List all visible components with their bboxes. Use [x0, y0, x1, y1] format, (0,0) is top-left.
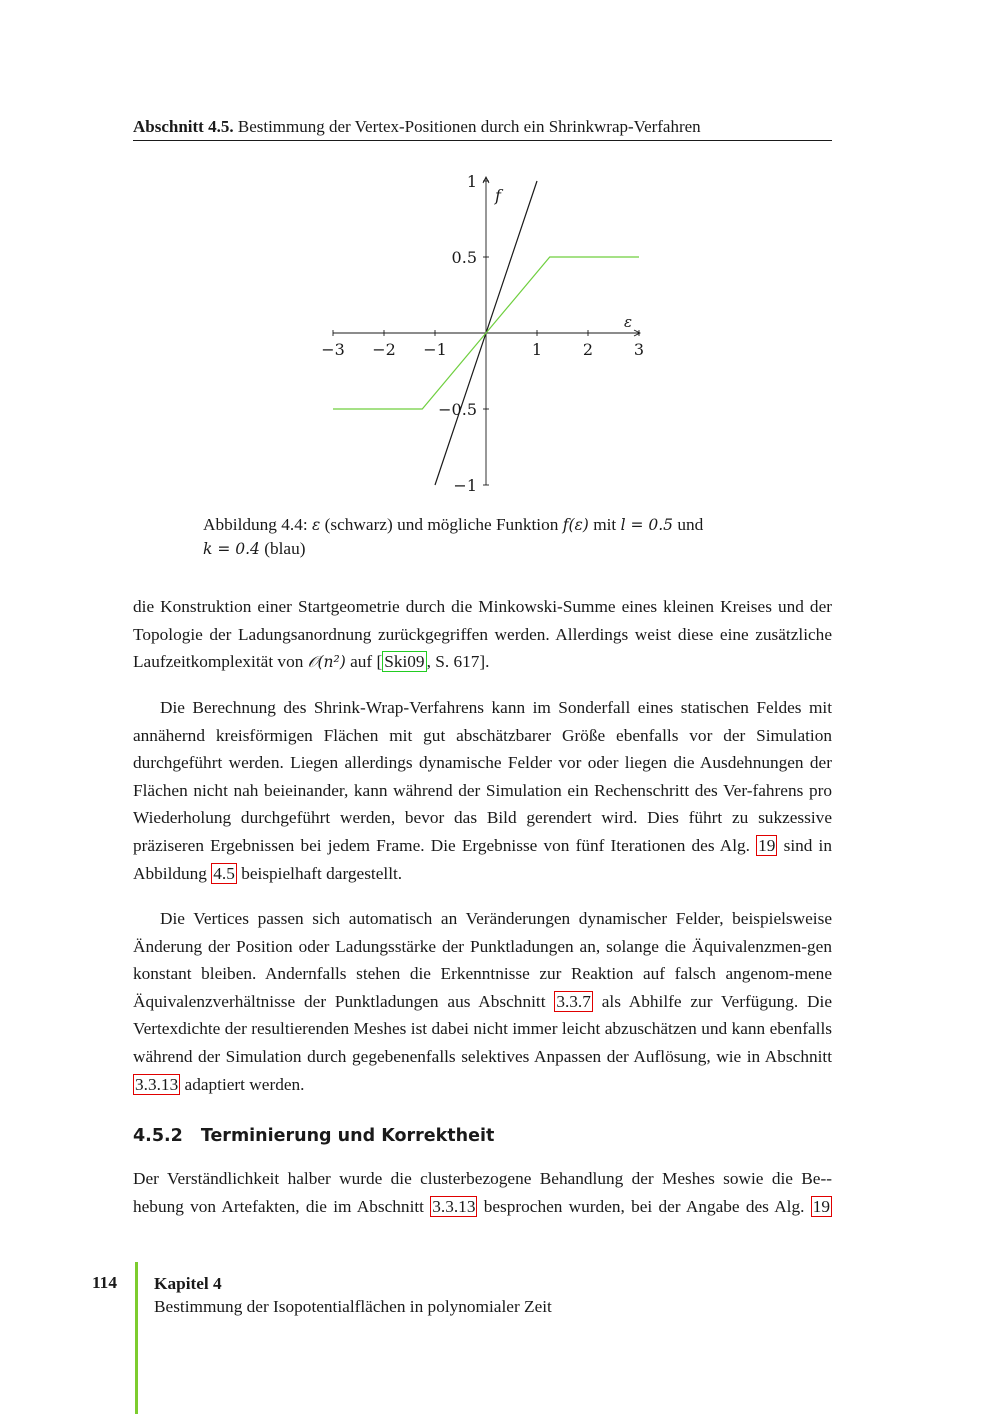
paragraph-4-text-b: besprochen wurden, bei der Angabe des Alg.: [483, 1196, 805, 1216]
paragraph-2-text-b: sind in Abbildung: [133, 835, 832, 883]
footer-accent-bar: [135, 1262, 138, 1414]
paragraph-4: [133, 1165, 832, 1220]
running-header: [133, 116, 832, 141]
header-section-label: Abschnitt 4.5.: [133, 117, 234, 136]
x-tick-label: −3: [321, 340, 345, 359]
algorithm-ref-link[interactable]: 19: [812, 1196, 830, 1216]
paragraph-1: [133, 593, 832, 677]
paragraph-1-text-a: die Konstruktion einer Startgeometrie durch die Minkowski-Summe eines kleinen Kreises und der Topologie der Ladungsanordnung zurückgegriffen werden. Allerdings weist diese eine zusätzliche Laufzeitkomplexität von: [133, 597, 832, 672]
section-ref-link[interactable]: 3.3.13: [432, 1196, 476, 1216]
paragraph-3: [133, 905, 832, 1098]
x-tick-label: 2: [582, 340, 594, 359]
figure-caption: [203, 513, 803, 561]
subsection-title: Terminierung und Korrektheit: [200, 1126, 495, 1146]
caption-text-3: und: [677, 515, 704, 534]
caption-prefix: Abbildung 4.4:: [203, 515, 308, 534]
paragraph-3-text-b: als Abhilfe zur Verfügung. Die Vertexdichte der resultierenden Meshes ist dabei nicht immer leicht abzuschätzen und kann ebenfalls während der Simulation durch gegebenenfalls selektives Anpassen der Auflösung, wie in Abschnitt: [133, 991, 832, 1066]
caption-math-eps: ε: [311, 516, 321, 534]
section-ref-link[interactable]: 3.3.7: [556, 991, 591, 1011]
paragraph-3-text-c: adaptiert werden.: [184, 1074, 305, 1094]
footer-chapter-label: Kapitel 4: [154, 1274, 222, 1293]
paragraph-1-text-c: , S. 617].: [426, 652, 490, 672]
figure-ref-link[interactable]: 4.5: [213, 863, 235, 883]
subsection-heading: [133, 1126, 494, 1146]
y-tick-label: 0.5: [451, 248, 477, 267]
caption-math-l: l = 0.5: [620, 516, 674, 534]
y-tick-label: 1: [466, 172, 477, 191]
y-tick-label: −0.5: [438, 400, 477, 419]
caption-text-4: (blau): [264, 539, 306, 558]
x-tick-label: 1: [531, 340, 543, 359]
paragraph-2: [133, 694, 832, 887]
x-tick-label: −2: [372, 340, 396, 359]
algorithm-ref-link[interactable]: 19: [758, 835, 776, 855]
x-axis-label: ε: [623, 313, 633, 331]
paragraph-1-math: 𝒪(n²): [307, 653, 346, 672]
y-tick-label: −1: [453, 476, 477, 495]
function-plot: [300, 165, 680, 505]
section-ref-link[interactable]: 3.3.13: [135, 1074, 179, 1094]
x-tick-label: 3: [633, 340, 645, 359]
caption-math-feps: f(ε): [562, 516, 589, 534]
paragraph-3-text-a: Die Vertices passen sich automatisch an Veränderungen dynamischer Felder, beispielsweise Änderung der Position oder Ladungsstärke der Punktladungen an, solange die Äquivalenzmen-gen konstant bleiben. Andernfalls stehen die Erkenntnisse zur Reaktion auf falsch angenom-mene Äquivalenzverhältnisse der Punktladungen aus Abschnitt: [133, 909, 832, 1011]
subsection-number: 4.5.2: [133, 1126, 183, 1146]
paragraph-2-text-a: Die Berechnung des Shrink-Wrap-Verfahrens kann im Sonderfall eines statischen Feldes mit annähernd kreisförmigen Flächen mit gut abschätzbarer Größe ebenfalls vor der Simulation durchgeführt werden. Liegen allerdings dynamische Felder vor oder liegen die Ausdehnungen der Flächen nicht nah beieinander, kann während der Simulation ein Rechenschritt des Ver-fahrens pro Wiederholung durchgeführt werden, bevor das Bild gerendert wird. Dies führt zu sukzessive präziseren Ergebnissen bei jedem Frame. Die Ergebnisse von fünf Iterationen des Alg.: [133, 698, 832, 855]
header-section-title: Bestimmung der Vertex-Positionen durch ein Shrinkwrap-Verfahren: [237, 117, 701, 136]
x-tick-label: −1: [423, 340, 447, 359]
paragraph-4-text-a: Der Verständlichkeit halber wurde die clusterbezogene Behandlung der Meshes sowie die Be-hebung von Artefakten, die im Abschnitt: [133, 1169, 832, 1216]
page-number: 114: [92, 1273, 117, 1292]
citation-link[interactable]: Ski09: [384, 652, 425, 672]
caption-text-1: (schwarz) und mögliche Funktion: [324, 515, 559, 534]
y-axis-label: f: [495, 186, 501, 205]
paragraph-2-text-c: beispielhaft dargestellt.: [241, 863, 403, 883]
caption-text-2: mit: [593, 515, 617, 534]
footer-chapter: [154, 1272, 552, 1318]
paragraph-1-text-b: auf [: [350, 652, 383, 672]
caption-math-k: k = 0.4: [203, 540, 260, 558]
footer-chapter-title: Bestimmung der Isopotentialflächen in polynomialer Zeit: [154, 1297, 552, 1316]
